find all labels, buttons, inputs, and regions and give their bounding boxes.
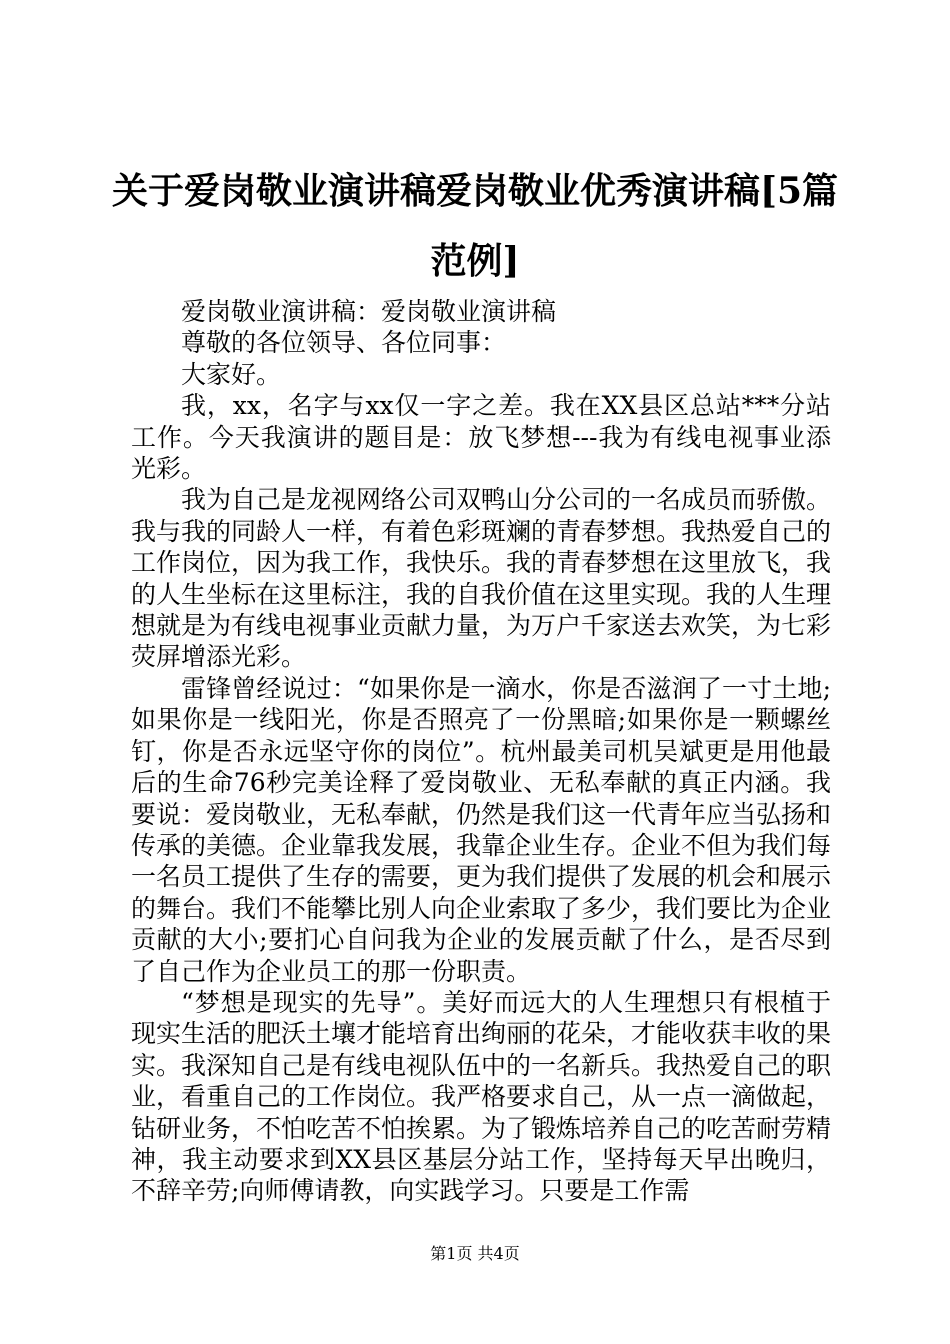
paragraph-greeting: 大家好。 [181, 359, 282, 389]
paragraph-introduction: 我，xx，名字与xx仅一字之差。我在XX县区总站***分站工作。今天我演讲的题目是：放飞梦想---我为有线电视事业添光彩。 [131, 391, 831, 484]
paragraph-subtitle: 爱岗敬业演讲稿：爱岗敬业演讲稿 [181, 297, 557, 326]
page-number-footer: 第1页 共4页 [430, 1244, 520, 1263]
document-body [131, 296, 831, 1207]
paragraph-body: “梦想是现实的先导”。美好而远大的人生理想只有根植于现实生活的肥沃土壤才能培育出绚丽的花朵，才能收获丰收的果实。我深知自己是有线电视队伍中的一名新兵。我热爱自己的职业，看重自己的工作岗位。我严格要求自己，从一点一滴做起，钻研业务，不怕吃苦不怕挨累。为了锻炼培养自己的吃苦耐劳精神，我主动要求到XX县区基层分站工作，坚持每天早出晚归，不辞辛劳;向师傅请教，向实践学习。只要是工作需 [131, 987, 832, 1206]
paragraph-body: 雷锋曾经说过：“如果你是一滴水，你是否滋润了一寸土地;如果你是一线阳光，你是否照亮了一份黑暗;如果你是一颗螺丝钉，你是否永远坚守你的岗位”。杭州最美司机吴斌更是用他最后的生命76秒完美诠释了爱岗敬业、无私奉献的真正内涵。我要说：爱岗敬业，无私奉献，仍然是我们这一代青年应当弘扬和传承的美德。企业靠我发展，我靠企业生存。企业不但为我们每一名员工提供了生存的需要，更为我们提供了发展的机会和展示的舞台。我们不能攀比别人向企业索取了多少，我们要比为企业贡献的大小;要扪心自问我为企业的发展贡献了什么，是否尽到了自己作为企业员工的那一份职责。 [131, 673, 832, 986]
paragraph-salutation: 尊敬的各位领导、各位同事： [181, 328, 507, 358]
paragraph-body: 我为自己是龙视网络公司双鸭山分公司的一名成员而骄傲。我与我的同龄人一样，有着色彩斑斓的青春梦想。我热爱自己的工作岗位，因为我工作，我快乐。我的青春梦想在这里放飞，我的人生坐标在这里标注，我的自我价值在这里实现。我的人生理想就是为有线电视事业贡献力量，为万户千家送去欢笑，为七彩荧屏增添光彩。 [131, 485, 832, 672]
document-title: 关于爱岗敬业演讲稿爱岗敬业优秀演讲稿[5篇范例] [111, 170, 839, 282]
